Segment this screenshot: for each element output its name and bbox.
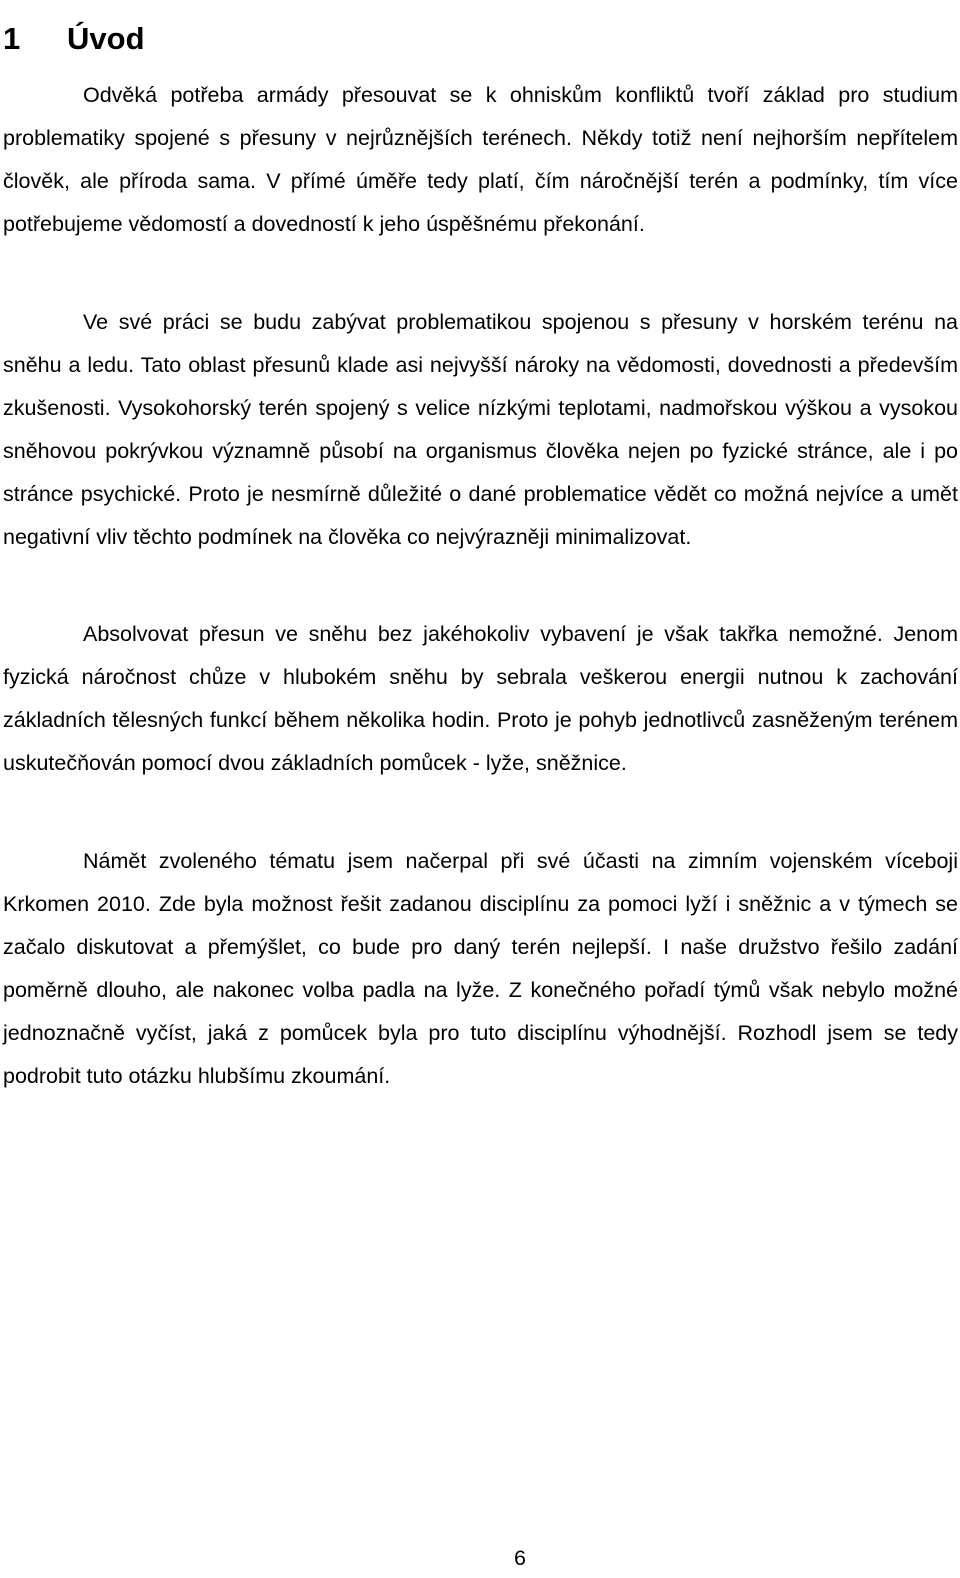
- paragraph-motivation: Námět zvoleného tématu jsem načerpal při své účasti na zimním vojenském víceboji Krkomen 2010. Zde byla možnost řešit zadanou disciplínu za pomoci lyží i sněžnic a v týmech se začalo diskutovat a přemýšlet, co bude pro daný terén nejlepší. I naše družstvo řešilo zadání poměrně dlouho, ale nakonec volba padla na lyže. Z konečného pořadí týmů však nebylo možné jednoznačně vyčíst, jaká z pomůcek byla pro tuto disciplínu výhodnější. Rozhodl jsem se tedy podrobit tuto otázku hlubšímu zkoumání.: [3, 849, 958, 1088]
- paragraph-intro: Odvěká potřeba armády přesouvat se k ohniskům konfliktů tvoří základ pro studium problematiky spojené s přesuny v nejrůznějších terénech. Někdy totiž není nejhorším nepřítelem člověk, ale příroda sama. V přímé úměře tedy platí, čím náročnější terén a podmínky, tím více potřebujeme vědomostí a dovedností k jeho úspěšnému překonání.: [3, 83, 958, 236]
- page-number: 6: [514, 1546, 526, 1570]
- chapter-heading: [3, 15, 145, 63]
- paragraph-equipment: Absolvovat přesun ve sněhu bez jakéhokoliv vybavení je však takřka nemožné. Jenom fyzická náročnost chůze v hlubokém sněhu by sebrala veškerou energii nutnou k zachování základních tělesných funkcí během několika hodin. Proto je pohyb jednotlivců zasněženým terénem uskutečňován pomocí dvou základních pomůcek - lyže, sněžnice.: [3, 622, 958, 775]
- chapter-title: Úvod: [67, 20, 145, 56]
- paragraph-topic: Ve své práci se budu zabývat problematikou spojenou s přesuny v horském terénu na sněhu a ledu. Tato oblast přesunů klade asi nejvyšší nároky na vědomosti, dovednosti a především zkušenosti. Vysokohorský terén spojený s velice nízkými teplotami, nadmořskou výškou a vysokou sněhovou pokrývkou významně působí na organismus člověka nejen po fyzické stránce, ale i po stránce psychické. Proto je nesmírně důležité o dané problematice vědět co možná nejvíce a umět negativní vliv těchto podmínek na člověka co nejvýrazněji minimalizovat.: [3, 310, 958, 549]
- chapter-number: 1: [3, 20, 21, 56]
